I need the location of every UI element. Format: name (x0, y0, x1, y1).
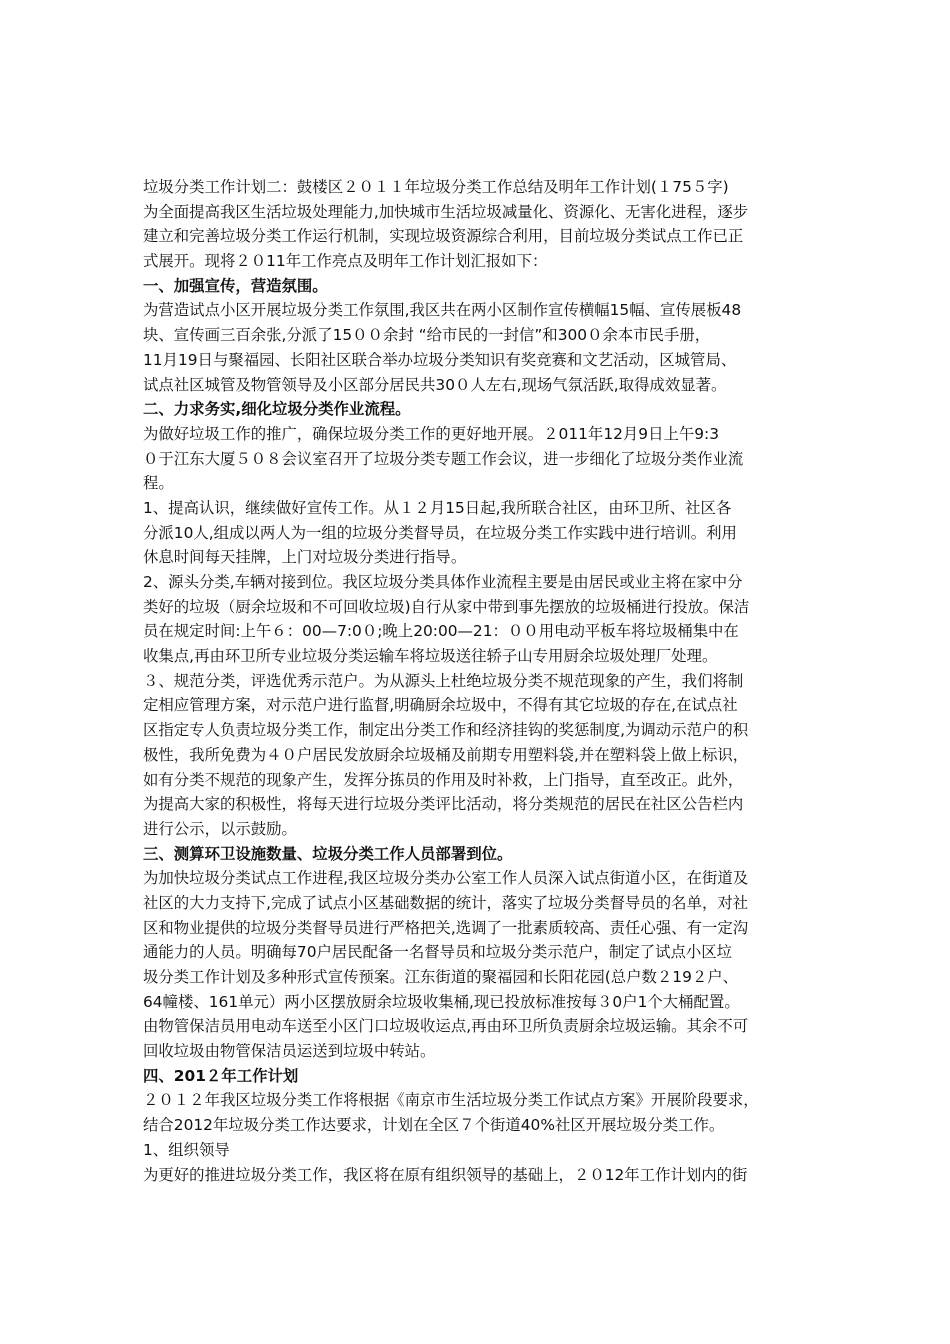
section-heading: 四、201２年工作计划 (143, 1066, 299, 1085)
text-line: 区和物业提供的垃圾分类督导员进行严格把关,选调了一批素质较高、责任心强、有一定沟 (143, 918, 749, 937)
text-line: 块、宣传画三百余张,分派了15００余封 “给市民的一封信”和300０余本市民手册， (143, 326, 711, 345)
text-line: 圾分类工作计划及多种形式宣传预案。江东街道的聚福园和长阳花园(总户数２19２户、 (143, 968, 739, 986)
text-line: 建立和完善垃圾分类工作运行机制，实现垃圾资源综合利用，目前垃圾分类试点工作已正 (143, 227, 744, 246)
text-line: 进行公示，以示鼓励。 (143, 819, 297, 838)
text-line: 收集点,再由环卫所专业垃圾分类运输车将垃圾送往轿子山专用厨余垃圾处理厂处理。 (143, 647, 718, 666)
text-line: 极性，我所免费为４０户居民发放厨余垃圾桶及前期专用塑料袋,并在塑料袋上做上标识， (143, 745, 749, 764)
text-line: 分派10人,组成以两人为一组的垃圾分类督导员，在垃圾分类工作实践中进行培训。利用 (143, 523, 737, 542)
text-line: 定相应管理方案，对示范户进行监督,明确厨余垃圾中，不得有其它垃圾的存在,在试点社 (143, 696, 738, 715)
text-line: 结合2012年垃圾分类工作达要求，计划在全区７个街道40%社区开展垃圾分类工作。 (143, 1116, 725, 1135)
text-line: 休息时间每天挂牌，上门对垃圾分类进行指导。 (143, 548, 467, 567)
text-line: 为全面提高我区生活垃圾处理能力,加快城市生活垃圾减量化、资源化、无害化进程，逐步 (143, 202, 749, 221)
text-line: 由物管保洁员用电动车送至小区门口垃圾收运点,再由环卫所负责厨余垃圾运输。其余不可 (143, 1017, 749, 1036)
text-line: 垃圾分类工作计划二：鼓楼区２０１１年垃圾分类工作总结及明年工作计划(１75５字) (143, 178, 729, 196)
text-line: 1、提高认识，继续做好宣传工作。从１２月15日起,我所联合社区，由环卫所、社区各 (143, 498, 732, 517)
text-line: 通能力的人员。明确每70户居民配备一名督导员和垃圾分类示范户，制定了试点小区垃 (143, 943, 733, 962)
text-line: 为加快垃圾分类试点工作进程,我区垃圾分类办公室工作人员深入试点街道小区，在街道及 (143, 869, 749, 888)
text-line: 为营造试点小区开展垃圾分类工作氛围,我区共在两小区制作宣传横幅15幅、宣传展板48 (143, 301, 742, 320)
text-line: 1、组织领导 (143, 1140, 230, 1159)
text-line: 为更好的推进垃圾分类工作，我区将在原有组织领导的基础上，２０12年工作计划内的街 (143, 1165, 748, 1184)
text-line: 为做好垃圾工作的推广，确保垃圾分类工作的更好地开展。２011年12月9日上午9:3 (143, 424, 720, 443)
text-line: 员在规定时间:上午６：00—7:0０;晚上20:00—21：００用电动平板车将垃圾桶集中在 (143, 622, 739, 641)
document-body (143, 175, 811, 1187)
section-heading: 一、加强宣传，营造氛围。 (143, 276, 328, 295)
text-line: ３、规范分类，评选优秀示范户。为从源头上杜绝垃圾分类不规范现象的产生，我们将制 (143, 671, 744, 690)
section-heading: 二、力求务实,细化垃圾分类作业流程。 (143, 400, 411, 419)
text-line: 区指定专人负责垃圾分类工作，制定出分类工作和经济挂钩的奖惩制度,为调动示范户的积 (143, 721, 749, 740)
text-line: 社区的大力支持下,完成了试点小区基础数据的统计，落实了垃圾分类督导员的名单，对社 (143, 893, 749, 912)
text-line: 试点社区城管及物管领导及小区部分居民共30０人左右,现场气氛活跃,取得成效显著。 (143, 375, 727, 394)
text-line: 为提高大家的积极性，将每天进行垃圾分类评比活动，将分类规范的居民在社区公告栏内 (143, 795, 744, 814)
text-line: 程。 (143, 474, 174, 493)
text-line: 式展开。现将２０11年工作亮点及明年工作计划汇报如下： (143, 252, 548, 271)
text-line: 2、源头分类,车辆对接到位。我区垃圾分类具体作业流程主要是由居民或业主将在家中分 (143, 573, 743, 591)
text-line: 11月19日与聚福园、长阳社区联合举办垃圾分类知识有奖竞赛和文艺活动，区城管局、 (143, 350, 737, 369)
text-line: ０于江东大厦５０８会议室召开了垃圾分类专题工作会议，进一步细化了垃圾分类作业流 (143, 449, 744, 468)
section-heading: 三、测算环卫设施数量、垃圾分类工作人员部署到位。 (143, 844, 513, 863)
text-line: 类好的垃圾（厨余垃圾和不可回收垃圾)自行从家中带到事先摆放的垃圾桶进行投放。保洁 (143, 597, 750, 616)
text-line: ２０１２年我区垃圾分类工作将根据《南京市生活垃圾分类工作试点方案》开展阶段要求， (143, 1091, 759, 1110)
text-line: 回收垃圾由物管保洁员运送到垃圾中转站。 (143, 1042, 436, 1061)
text-line: 64幢楼、161单元）两小区摆放厨余垃圾收集桶,现已投放标准按每３0户1个大桶配置。 (143, 992, 740, 1011)
text-line: 如有分类不规范的现象产生，发挥分拣员的作用及时补救，上门指导，直至改正。此外， (143, 770, 744, 789)
